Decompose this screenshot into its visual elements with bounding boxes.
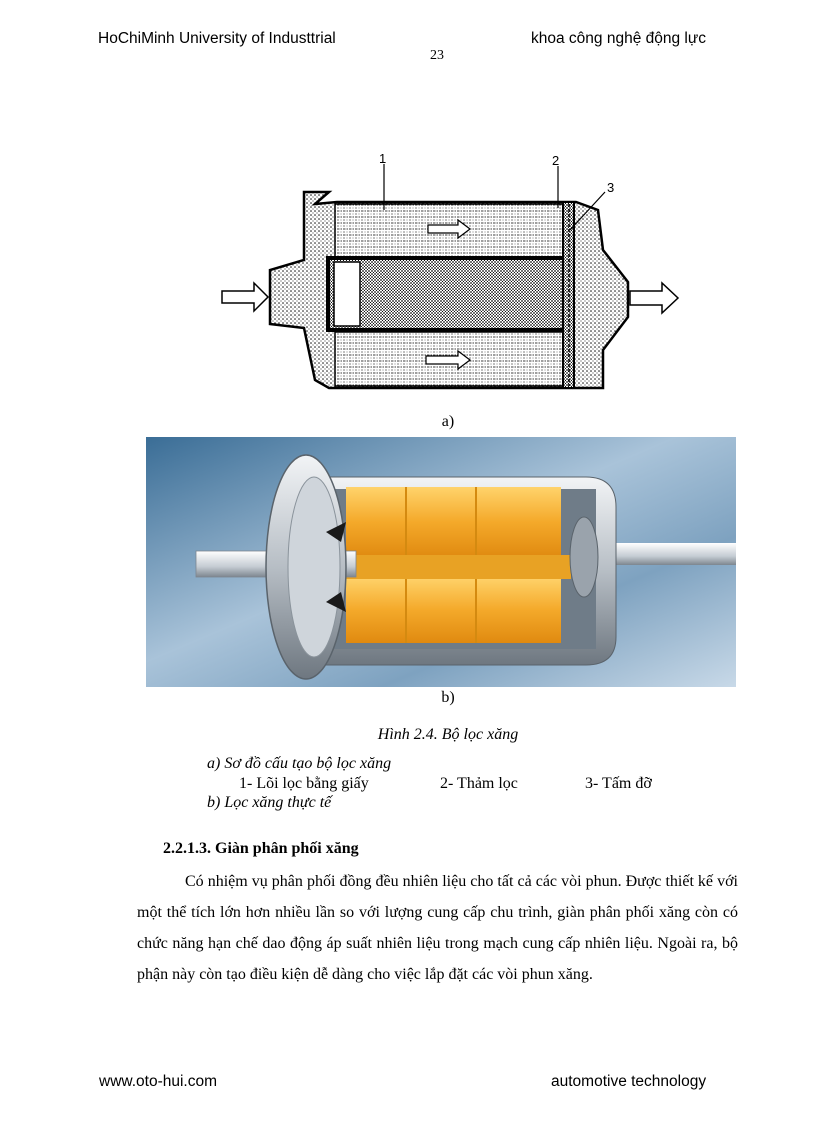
page-number: 23: [430, 48, 444, 63]
section-heading: 2.2.1.3. Giàn phân phối xăng: [163, 840, 359, 857]
footer-subject: automotive technology: [551, 1073, 707, 1090]
figure-title: Hình 2.4. Bộ lọc xăng: [377, 726, 519, 743]
caption-a: a) Sơ đồ cấu tạo bộ lọc xăng: [207, 755, 392, 772]
legend-item-1: 1- Lõi lọc bằng giấy: [239, 775, 369, 792]
figure-label-a: a): [441, 413, 455, 430]
figure-label-b: b): [441, 689, 455, 706]
callout-3: 3: [607, 180, 615, 195]
core-cap: [334, 262, 360, 326]
legend-item-2: 2- Thảm lọc: [440, 775, 518, 792]
filter-core: [328, 258, 568, 330]
header-department: khoa công nghệ động lực: [531, 30, 706, 47]
callout-2: 2: [552, 153, 560, 168]
fuel-filter-diagram: [218, 150, 684, 408]
outlet-arrow: [630, 283, 678, 313]
footer-website: www.oto-hui.com: [99, 1073, 218, 1090]
fuel-filter-photo: [146, 437, 736, 687]
section-paragraph: Có nhiệm vụ phân phối đồng đều nhiên liệu cho tất cả các vòi phun. Được thiết kế với một thể tích lớn hơn nhiều lần so với lượng cung cấp chu trình, giàn phân phối xăng còn có chức năng hạn chế dao động áp suất nhiên liệu trong mạch cung cấp nhiên liệu. Ngoài ra, bộ phận này còn tạo điều kiện dễ dàng cho việc lắp đặt các vòi phun xăng.: [137, 873, 738, 983]
callout-1: 1: [379, 151, 387, 166]
inlet-arrow: [222, 283, 268, 311]
legend-item-3: 3- Tấm đỡ: [585, 775, 652, 792]
header-university: HoChiMinh University of Industtrial: [98, 30, 336, 47]
caption-b: b) Lọc xăng thực tế: [207, 794, 332, 811]
